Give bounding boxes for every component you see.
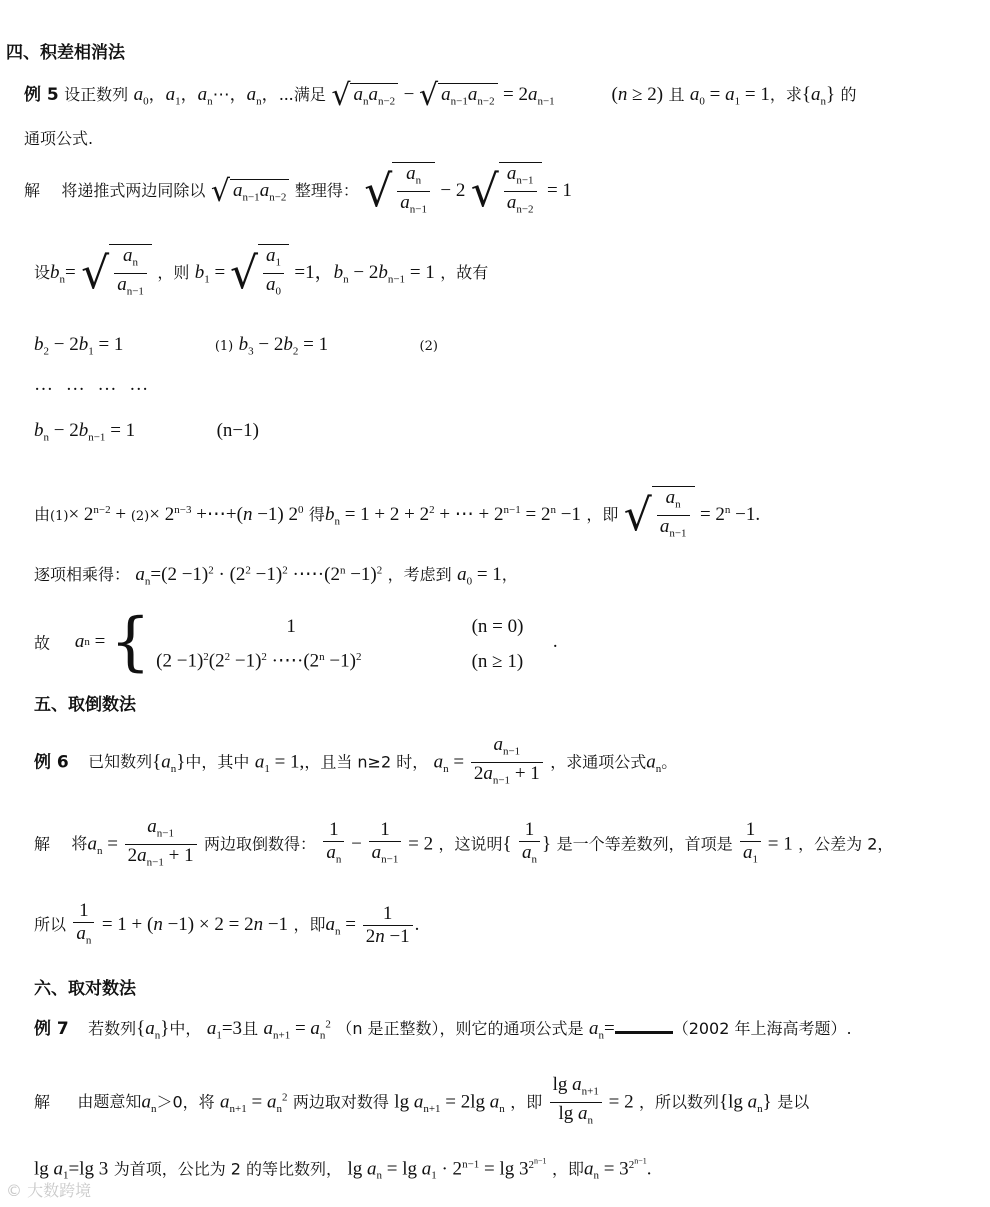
example-5-continuation: 通项公式. <box>24 129 94 148</box>
solution-5-define-bn: 设$b_n=$ √ $\frac{a_n}{a_{n-1}}$ ，则 $b_1$ = √ $\frac{a_1}{a_0}$ =1，$b_n - 2b_{n-1} = 1$ ，故有 <box>34 244 488 303</box>
solution-5-ellipsis-row: … … … … <box>34 374 153 395</box>
solution-7-line-1: 解 由题意知$a_n>0$，将 $a_{n+1} = a_n^2$ 两边取对数得 $\lg a_{n+1} = 2\lg$ $a_n$ ，即 $\frac{\lg a_{n+1}}{\lg a_n}$ = 2 ，所以数列{lg $a_n$} 是以 <box>34 1074 810 1127</box>
solution-5-summation: 由$(1)\times 2^{n-2} + (2)\times 2^{n-3}$ +⋯+(n −1) $2^0$ 得$b_n = 1 + 2 + 2^2$ + ⋯ + $2^{n-1} = 2^n -1$ ，即 √ $\frac{a_n}{a_{n-1}}$ = $2^n -1$. <box>34 486 760 545</box>
section-title-6: 六、取对数法 <box>34 979 136 999</box>
solution-7-line-2: $\lg a_1=\lg$ 3 为首项，公比为 2 的等比数列， $\lg a_n = \lg a_1 \cdot 2^{n-1} = \lg 3^{2^{n-1}}$ ，即$a_n = 3^{2^{n-1}}$. <box>34 1156 652 1182</box>
solution-6-line-2: 所以 $\frac{1}{a_n}$ = 1 + (n −1) × 2 = 2n −1 ，即$a_n$ = $\frac{1}{2n -1}$ . <box>34 900 420 948</box>
solution-5-product: 逐项相乘得： $a_n=(2 -1)^2 \cdot (2^2 -1)^2$ $\cdot\cdots\cdot(2^n -1)^2$ ，考虑到 $a_0 = 1$， <box>34 564 518 588</box>
example-5-label: 例 5 <box>24 85 59 105</box>
example-7-statement: 例 7 若数列$\{a_n\}$中， $a_1=3$且 $a_{n+1} = a_n^2$ （n 是正整数），则它的通项公式是 $a_n= (2002$ 年上海高考题）. <box>34 1018 852 1042</box>
solution-5-line-1: 解 将递推式两边同除以 √ $a_{n-1}a_{n-2}$ 整理得： √ $\frac{a_n}{a_{n-1}}$ − 2 √ $\frac{a_{n-1}}{a_{n-2}}$ = 1 <box>24 162 572 221</box>
solution-5-equation-n: $b_n - 2b_{n-1} = 1$ (n−1) <box>34 420 259 444</box>
section-title-5: 五、取倒数法 <box>34 695 136 715</box>
section-title-4: 四、积差相消法 <box>6 43 125 63</box>
example-6-statement: 例 6 已知数列$\{a_n\}$中，其中 $a_1 = 1$,，且当 n≥2 时， $a_n$ = $\frac{a_{n-1}}{2a_{n-1} + 1}$ ，求通项公式$a_n$。 <box>34 734 678 787</box>
solution-6-line-1: 解 将$a_n$ = $\frac{a_{n-1}}{2a_{n-1} + 1}$ 两边取倒数得： $\frac{1}{a_n}$ − $\frac{1}{a_{n-1}}$ = 2 ，这说明{ $\frac{1}{a_n}$ } 是一个等差数列，首项是 $\frac{1}{a_1}$ = 1 ，公差为 2， <box>34 816 894 869</box>
solution-5-piecewise: 故 an = { 1 (n = 0) $(2 -1)^2(2^2 -1)^2$ $\cdot\cdots\cdot(2^n -1)^2$ (n ≥ 1) . <box>34 605 558 679</box>
solution-5-equations-1-2: $b_2 - 2b_1 = 1$ (1) $b_3 - 2b_2 = 1$ (2) <box>34 334 438 358</box>
answer-blank <box>615 1017 673 1034</box>
watermark: © 大数跨境 <box>6 1181 92 1200</box>
example-5-statement: 例 5 设正数列 $a_0$，$a_1$，$a_n\cdots$，$a_n$，⋯满足 √ $a_na_{n-2}$ − √ $a_{n-1}a_{n-2} = 2a_{n-1}$ (n ≥ 2) 且 $a_0 = a_1 = 1$，求$\{a_n\}$ 的 <box>24 78 857 113</box>
